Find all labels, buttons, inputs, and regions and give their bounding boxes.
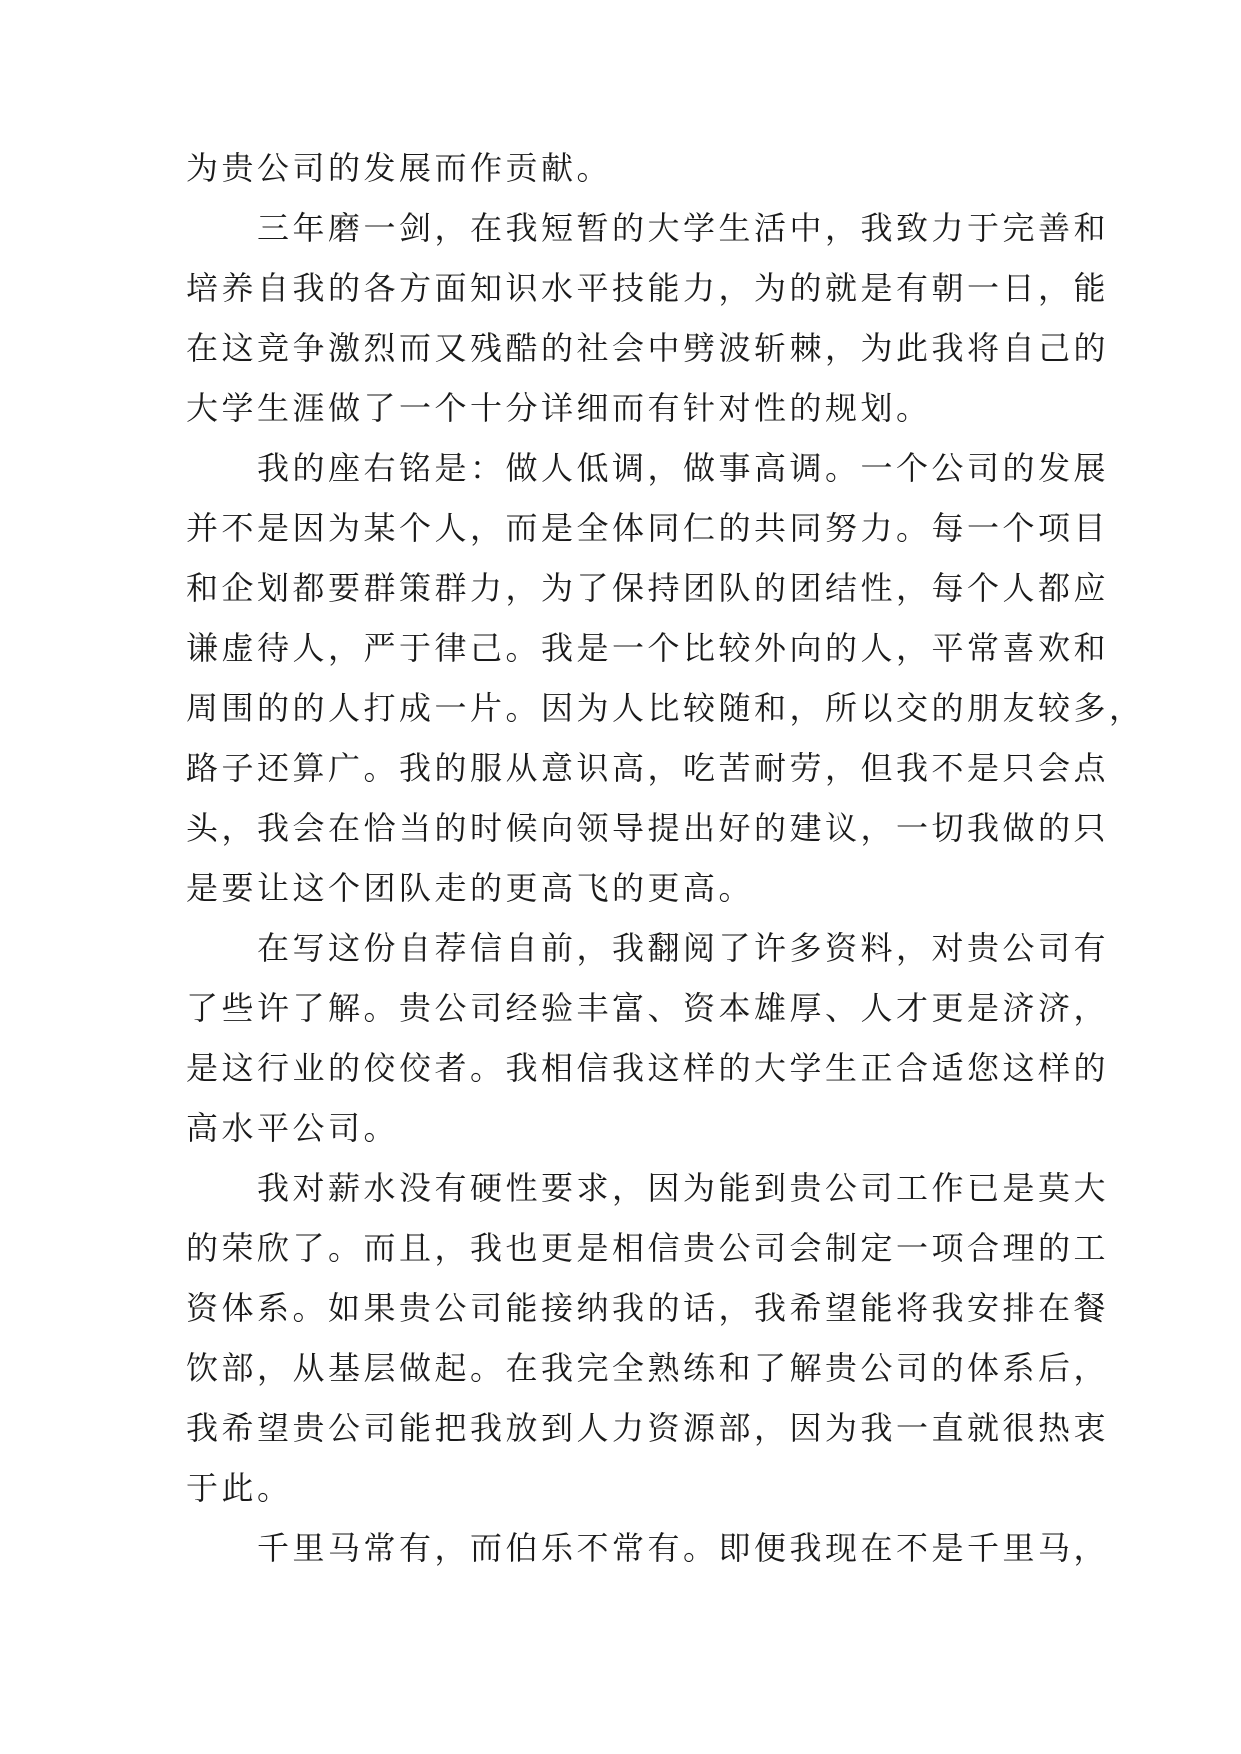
- text-line: 和企划都要群策群力，为了保持团队的团结性，每个人都应: [186, 569, 1110, 607]
- letter-body-text: [186, 138, 1145, 1578]
- paragraph-first-line: 在写这份自荐信自前，我翻阅了许多资料，对贵公司有: [257, 929, 1110, 967]
- text-line: 谦虚待人，严于律己。我是一个比较外向的人，平常喜欢和: [186, 629, 1110, 667]
- text-line: 了些许了解。贵公司经验丰富、资本雄厚、人才更是济济，: [186, 989, 1110, 1027]
- text-line: 是这行业的佼佼者。我相信我这样的大学生正合适您这样的: [186, 1049, 1110, 1087]
- text-line: 周围的的人打成一片。因为人比较随和，所以交的朋友较多，: [186, 689, 1145, 727]
- paragraph-first-line: 我的座右铭是：做人低调，做事高调。一个公司的发展: [257, 449, 1110, 487]
- paragraph-first-line: 三年磨一剑，在我短暂的大学生活中，我致力于完善和: [257, 209, 1110, 247]
- text-line: 头，我会在恰当的时候向领导提出好的建议，一切我做的只: [186, 809, 1110, 847]
- text-line: 的荣欣了。而且，我也更是相信贵公司会制定一项合理的工: [186, 1229, 1110, 1267]
- text-line: 大学生涯做了一个十分详细而有针对性的规划。: [186, 389, 932, 427]
- text-line: 资体系。如果贵公司能接纳我的话，我希望能将我安排在餐: [186, 1289, 1110, 1327]
- text-line: 在这竞争激烈而又残酷的社会中劈波斩棘，为此我将自己的: [186, 329, 1110, 367]
- paragraph-first-line: 千里马常有，而伯乐不常有。即便我现在不是千里马，: [257, 1529, 1110, 1567]
- text-line: 并不是因为某个人，而是全体同仁的共同努力。每一个项目: [186, 509, 1110, 547]
- text-line: 饮部，从基层做起。在我完全熟练和了解贵公司的体系后，: [186, 1349, 1110, 1387]
- text-line: 我希望贵公司能把我放到人力资源部，因为我一直就很热衷: [186, 1409, 1110, 1447]
- text-line: 路子还算广。我的服从意识高，吃苦耐劳，但我不是只会点: [186, 749, 1110, 787]
- text-line: 为贵公司的发展而作贡献。: [186, 149, 613, 187]
- paragraph-first-line: 我对薪水没有硬性要求，因为能到贵公司工作已是莫大: [257, 1169, 1110, 1207]
- text-line: 高水平公司。: [186, 1109, 400, 1147]
- text-line: 于此。: [186, 1469, 293, 1507]
- text-line: 是要让这个团队走的更高飞的更高。: [186, 869, 755, 907]
- text-line: 培养自我的各方面知识水平技能力，为的就是有朝一日，能: [186, 269, 1110, 307]
